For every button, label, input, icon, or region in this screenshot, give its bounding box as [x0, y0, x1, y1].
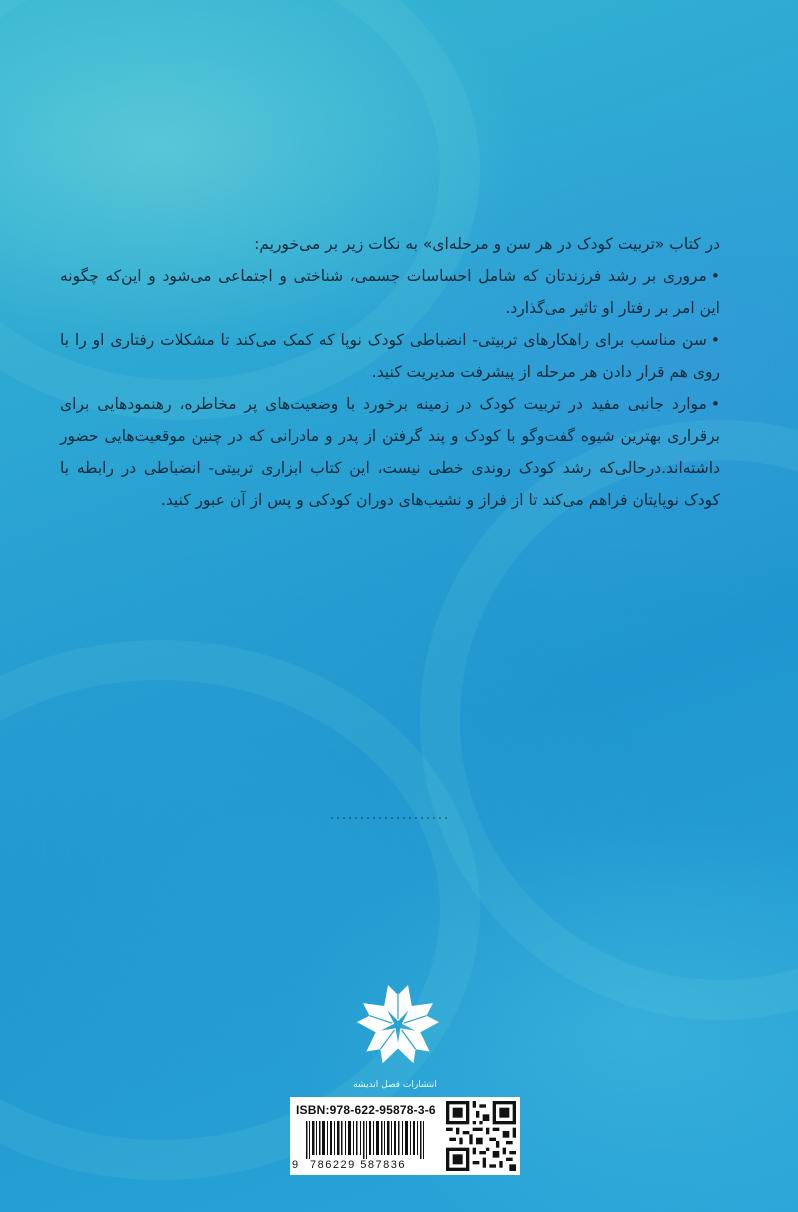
barcode-label [290, 1097, 520, 1175]
back-cover-description [60, 228, 720, 516]
intro-line: در کتاب «تربیت کودک در هر سن و مرحله‌ای» به نکات زیر بر می‌خوریم: [254, 235, 720, 253]
bullet-icon: • [710, 267, 720, 285]
bullet-item [60, 324, 720, 388]
bullet-text: مروری بر رشد فرزندتان که شامل احساسات جسمی، شناختی و اجتماعی می‌شود و این‌که چگونه این امر بر رفتار او تاثیر می‌گذارد. [60, 267, 720, 317]
publisher-name: انتشارات فصل اندیشه [353, 1080, 437, 1090]
bullet-text: موارد جانبی مفید در تربیت کودک در زمینه برخورد با وضعیت‌های پر مخاطره، رهنمودهایی برای برقراری بهترین شیوه گفت‌وگو با کودک و پند گرفتن از پدر و مادرانی که در چنین موقعیت‌هایی حضور داشته‌اند.درحالی‌که رشد کودک روندی خطی نیست، این کتاب ابزاری تربیتی- انضباطی در رابطه با کودک نوپایتان فراهم می‌کند تا از فراز و نشیب‌های دوران کودکی و پس از آن عبور کنید. [60, 395, 720, 509]
bullet-text: سن مناسب برای راهکارهای تربیتی- انضباطی کودک نوپا که کمک می‌کند تا مشکلات رفتاری او را با روی هم قرار دادن هر مرحله از پیشرفت مدیریت کنید. [60, 331, 720, 381]
bullet-item [60, 388, 720, 516]
bullet-icon: • [710, 395, 720, 413]
barcode-icon [298, 1121, 438, 1159]
bullet-icon: • [710, 331, 720, 349]
publisher-logo-icon [348, 975, 448, 1075]
qr-code-icon [446, 1101, 516, 1171]
barcode-prefix-digit: 9 [292, 1159, 299, 1171]
dotted-divider [330, 815, 470, 821]
isbn-number: ISBN:978-622-95878-3-6 [296, 1103, 436, 1117]
bullet-item [60, 260, 720, 324]
barcode-digits: 786229 587836 [310, 1159, 406, 1171]
